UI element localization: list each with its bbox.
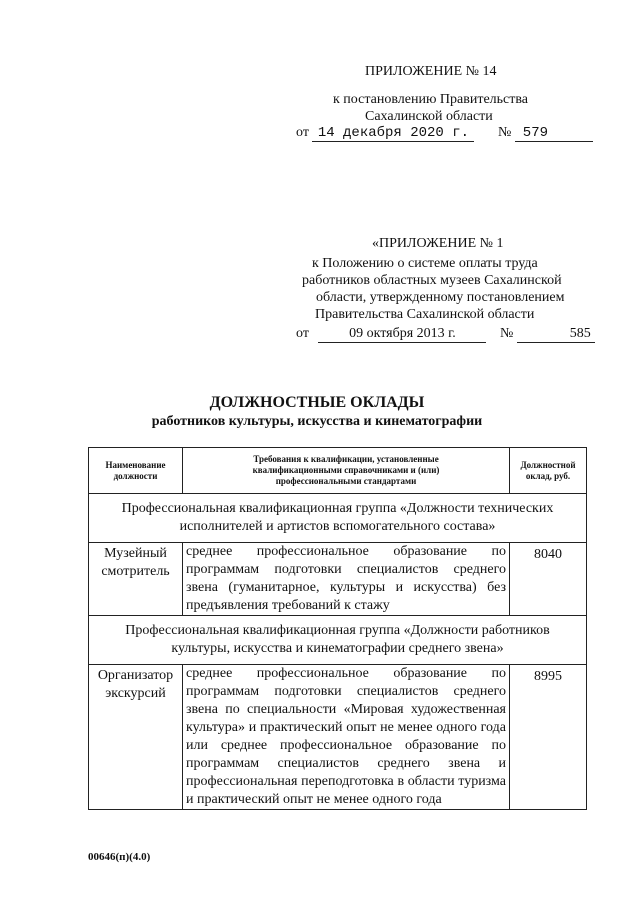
annex1-date-row (296, 326, 595, 343)
annex1-date: 09 октября 2013 г. (318, 326, 486, 343)
annex1-line1: к Положению о системе оплаты труда (312, 256, 538, 271)
annex14-from-label: от (296, 125, 309, 140)
table-group-row (89, 616, 587, 665)
page-title: ДОЛЖНОСТНЫЕ ОКЛАДЫ (209, 394, 425, 411)
group-2: Профессиональная квалификационная группа «Должности работников культуры, искусства и кинематографии среднего звена» (89, 616, 587, 665)
annex14-date: 14 декабря 2020 г. (312, 125, 474, 142)
table-row (89, 543, 587, 616)
header-position: Наименование должности (89, 448, 183, 494)
annex1-number: 585 (517, 326, 595, 343)
row2-name: Организатор экскурсий (89, 665, 183, 810)
document-code: 00646(п)(4.0) (88, 851, 151, 863)
annex14-line2: Сахалинской области (365, 109, 493, 124)
header-salary: Должностной оклад, руб. (510, 448, 587, 494)
row2-salary: 8995 (510, 665, 587, 810)
row2-requirements: среднее профессиональное образование по программам подготовки специалистов среднего звена по специальности «Мировая художественная культура» и практический опыт не менее одного года или среднее профессиональное образование по программам специалистов среднего звена и профессиональная переподготовка в области туризма и практический опыт не менее одного года (183, 665, 510, 810)
table-header-row (89, 448, 587, 494)
annex14-title: ПРИЛОЖЕНИЕ № 14 (365, 64, 497, 79)
header-requirements: Требования к квалификации, установленные квалификационными справочниками и (или) профессиональными стандартами (183, 448, 510, 494)
annex14-number: 579 (515, 125, 593, 142)
annex1-line3: области, утвержденному постановлением (316, 290, 565, 305)
annex14-no-label: № (497, 125, 512, 140)
row1-salary: 8040 (510, 543, 587, 616)
annex1-line2: работников областных музеев Сахалинской (302, 273, 562, 288)
annex1-no-label: № (499, 326, 514, 341)
annex14-line1: к постановлению Правительства (333, 92, 529, 107)
table-group-row (89, 494, 587, 543)
salary-table (88, 447, 587, 810)
annex1-line4: Правительства Сахалинской области (315, 307, 535, 322)
row1-name: Музейный смотритель (89, 543, 183, 616)
row1-requirements: среднее профессиональное образование по программам подготовки специалистов среднего звена (гуманитарное, культуры и искусства) без предъявления требований к стажу (183, 543, 510, 616)
annex1-from-label: от (296, 326, 309, 341)
annex14-date-row (296, 125, 593, 142)
page-subtitle: работников культуры, искусства и кинематографии (151, 414, 483, 429)
annex1-title: «ПРИЛОЖЕНИЕ № 1 (372, 236, 504, 251)
table-row (89, 665, 587, 810)
group-1: Профессиональная квалификационная группа «Должности технических исполнителей и артистов вспомогательного состава» (89, 494, 587, 543)
